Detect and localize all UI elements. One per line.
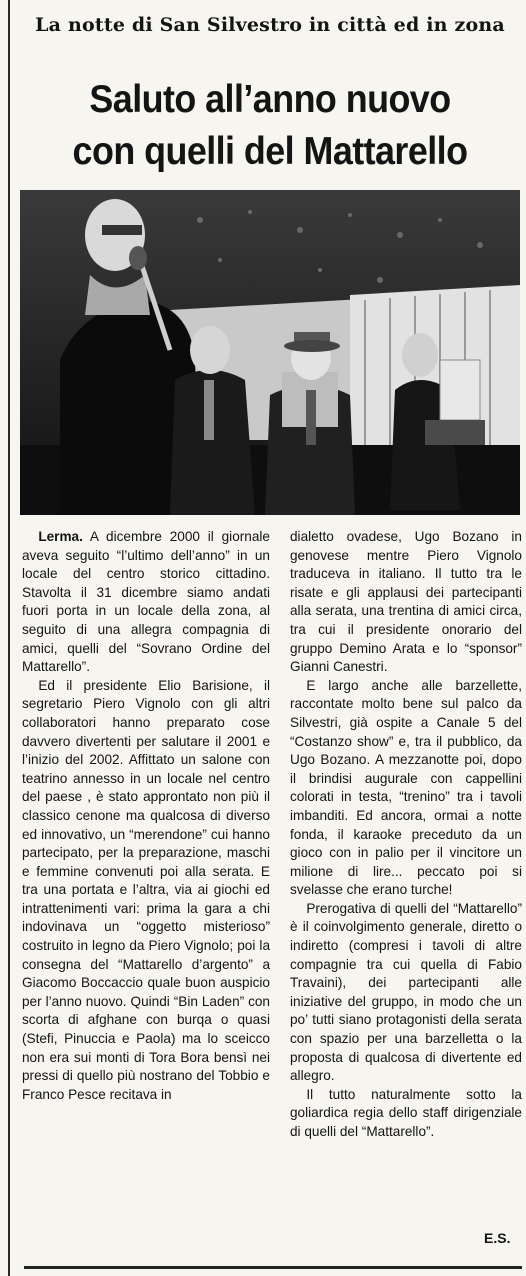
dateline: Lerma. bbox=[38, 529, 83, 544]
headline bbox=[38, 74, 502, 178]
paragraph bbox=[22, 528, 270, 677]
paragraph: Il tutto naturalmente sotto la goliardica regia dello staff dirigenziale di quelli del “Mattarello”. bbox=[290, 1086, 522, 1139]
article-photo bbox=[20, 190, 520, 515]
article-column-1 bbox=[22, 528, 270, 1142]
headline-line-2: con quelli del Mattarello bbox=[72, 130, 468, 173]
paragraph: dialetto ovadese, Ugo Bozano in genovese mentre Piero Vignolo traduceva in italiano. Il tutto tra le risate e gli applausi dei partecipanti alla serata, una trentina di amici circa, tra cui il presidente onorario del gruppo Demino Arata e lo “sponsor” Gianni Canestri. bbox=[290, 529, 522, 675]
paragraph: Prerogativa di quelli del “Mattarello” è il coinvolgimento generale, diretto o indiretto (compresi i tavoli di altre compagnie tra cui quella di Fabio Travaini), dei partecipanti alle iniziative del gruppo, in modo che un po’ tutti siano protagonisti della serata con spazio per una barzelletta o la proposta di qualcosa di divertente ed allegro. bbox=[290, 900, 522, 1084]
article-column-2 bbox=[290, 528, 522, 1142]
page-edge-rule bbox=[8, 0, 10, 1276]
paragraph: E largo anche alle barzellette, raccontate molto bene sul palco da Silvestri, già ospite a Canale 5 del “Costanzo show” e, tra il pubblico, da Ugo Bozano. A mezzanotte poi, dopo il brindisi augurale con cappellini colorati in testa, “trenino” tra i tavoli imbanditi. Ed ancora, ormai a notte fonda, il karaoke preceduto da un gioco con in palio per il vincitore un milione di lire... peccato poi si svelasse che erano turche! bbox=[290, 677, 522, 898]
headline-line-1: Saluto all’anno nuovo bbox=[89, 78, 451, 121]
kicker-title: La notte di San Silvestro in città ed in zona bbox=[35, 14, 505, 36]
author-signature: E.S. bbox=[484, 1230, 511, 1246]
photo-of-men-on-stage-icon bbox=[20, 190, 520, 515]
paragraph: Ed il presidente Elio Barisione, il segretario Piero Vignolo con gli altri collaboratori hanno preparato cose davvero divertenti per salutare il 2001 e l’inizio del 2002. Affittato un salone con teatrino annesso in un locale nel centro del paese , è stato approntato non più il classico cenone ma qualcosa di diverso ed innovativo, un “merendone” cui hanno partecipato, per la preparazione, maschi e femmine convenuti poi alla serata. E tra una portata e l’altra, via ai giochi ed intrattenimenti vari: prima la gara a chi indovinava un “oggetto misterioso” costruito in legno da Piero Vignolo; poi la consegna del “Mattarello d’argento” a Giacomo Boccaccio quale buon auspicio per l’anno nuovo. Quindi “Bin Laden” con scorta di afghane con burqa o quasi (Stefi, Pinuccia e Paola) ma lo sceicco non era sui monti di Tora Bora bensì nei pressi di quello più nostrano del Tobbio e Franco Pesce recitava in bbox=[22, 677, 270, 1102]
article-body bbox=[22, 528, 522, 1142]
paragraph-text: A dicembre 2000 il giornale aveva seguito “l’ultimo dell’anno” in un locale del centro storico cittadino. Stavolta il 31 dicembre siamo andati fuori porta in un locale della zona, al seguito di una allegra compagnia di amici, quelli del “Sovrano Ordine del Mattarello”. bbox=[22, 529, 270, 675]
bottom-rule bbox=[24, 1266, 522, 1269]
